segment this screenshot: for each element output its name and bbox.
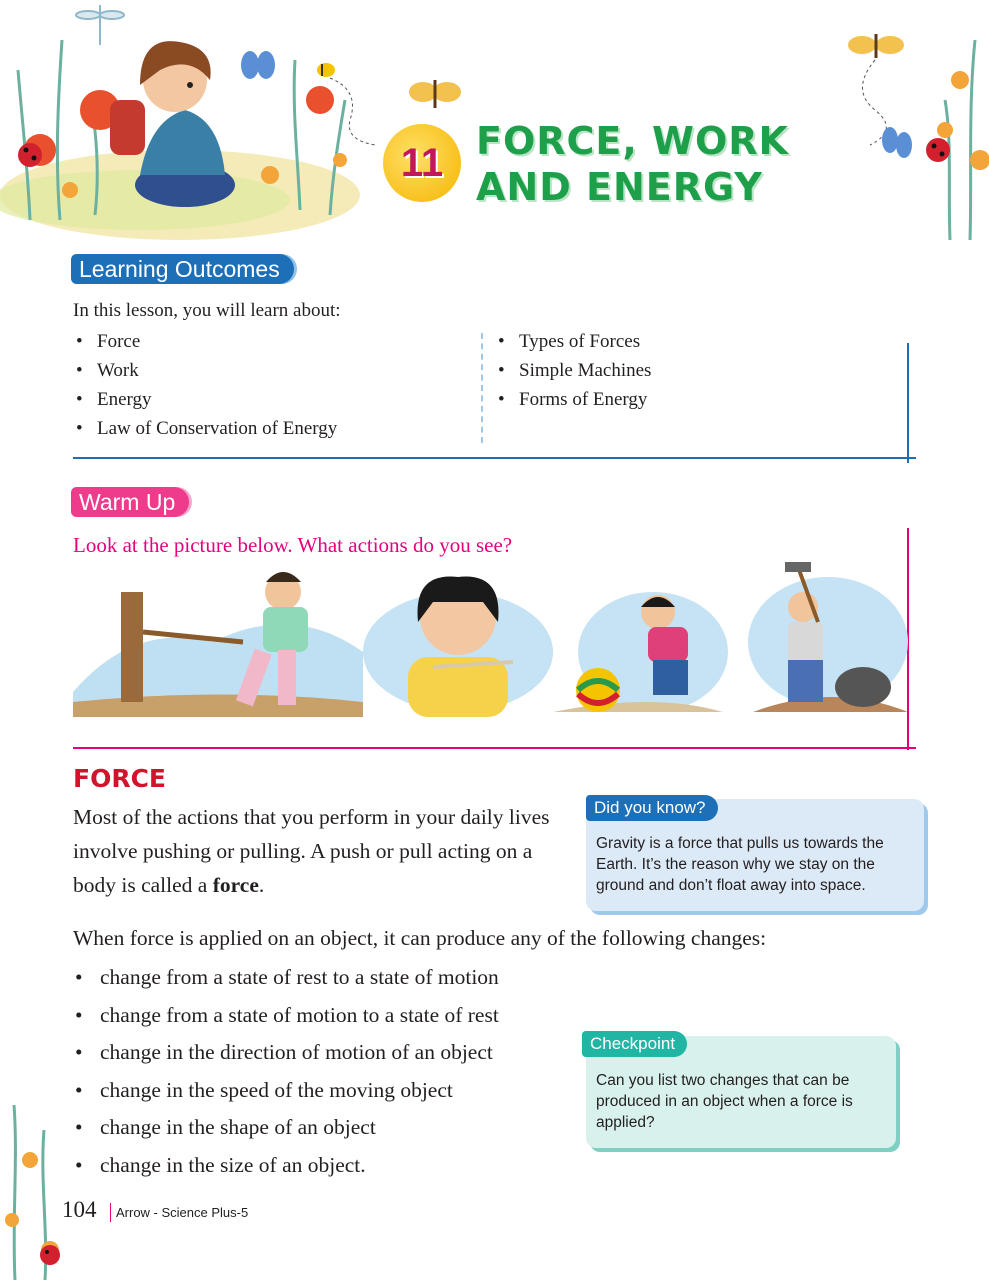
list-item: • Simple Machines <box>495 356 651 385</box>
force-paragraph <box>73 800 563 902</box>
chapter-number-badge: 11 <box>383 124 461 202</box>
ladybug-icon <box>926 138 950 162</box>
outcomes-border-right <box>907 343 909 463</box>
force-changes-list <box>73 959 499 1184</box>
header-illustration-right <box>800 20 989 250</box>
list-item: • Energy <box>73 385 337 414</box>
hammer-illustration <box>748 562 908 712</box>
list-item: • change in the size of an object. <box>73 1147 499 1185</box>
outcomes-border-bottom <box>73 457 916 459</box>
list-item: • Force <box>73 327 337 356</box>
list-item: • Forms of Energy <box>495 385 651 414</box>
outcomes-list-right <box>495 327 651 414</box>
butterfly-icon <box>409 80 461 108</box>
did-you-know-tag: Did you know? <box>586 795 718 821</box>
learning-outcomes-tag: Learning Outcomes <box>71 254 294 284</box>
warm-up-illustrations <box>73 562 908 722</box>
list-item: • change in the direction of motion of an object <box>73 1034 499 1072</box>
page-number: 104 <box>62 1197 97 1222</box>
checkpoint-text: Can you list two changes that can be produced in an object when a force is applied? <box>596 1072 853 1131</box>
force-term: force <box>212 873 259 897</box>
list-item: • change in the shape of an object <box>73 1109 499 1147</box>
bee-icon <box>317 63 335 77</box>
force-heading: FORCE <box>73 764 167 793</box>
outcomes-list-left <box>73 327 337 443</box>
checkpoint-tag: Checkpoint <box>582 1031 687 1057</box>
outcomes-column-divider <box>481 333 483 443</box>
butterfly-icon <box>241 51 275 79</box>
book-title: Arrow - Science Plus-5 <box>116 1205 249 1220</box>
force-paragraph-text: Most of the actions that you perform in your daily lives involve pushing or pulling. A push or pull acting on a body is called a <box>73 805 550 897</box>
ladybug-icon <box>18 143 42 167</box>
list-item: • change from a state of motion to a state of rest <box>73 997 499 1035</box>
warm-up-border-bottom <box>73 747 916 749</box>
warm-up-tag: Warm Up <box>71 487 189 517</box>
butterfly-icon <box>882 127 912 158</box>
force-changes-intro: When force is applied on an object, it can produce any of the following changes: <box>73 926 767 950</box>
list-item: • change from a state of rest to a state of motion <box>73 959 499 997</box>
did-you-know-text: Gravity is a force that pulls us towards the Earth. It’s the reason why we stay on the ground and don’t float away into space. <box>596 835 884 894</box>
chapter-title-line2: AND ENERGY <box>476 165 763 209</box>
chapter-title-line1: FORCE, WORK <box>476 119 789 163</box>
header-illustration-left <box>0 0 380 240</box>
title-butterfly <box>405 70 465 120</box>
ladybug-icon <box>40 1245 60 1265</box>
butterfly-icon <box>848 34 904 58</box>
chapter-title <box>476 118 789 210</box>
slingshot-illustration <box>363 577 553 717</box>
learning-outcomes-intro: In this lesson, you will learn about: <box>73 300 341 321</box>
ball-illustration <box>553 592 728 712</box>
footer-divider <box>110 1203 111 1222</box>
tug-of-war-illustration <box>73 572 363 717</box>
force-paragraph-end: . <box>258 873 265 897</box>
list-item: • Work <box>73 356 337 385</box>
list-item: • change in the speed of the moving object <box>73 1072 499 1110</box>
list-item: • Law of Conservation of Energy <box>73 414 337 443</box>
warm-up-question: Look at the picture below. What actions do you see? <box>73 533 513 557</box>
footer-flowers <box>0 1100 70 1280</box>
list-item: • Types of Forces <box>495 327 651 356</box>
